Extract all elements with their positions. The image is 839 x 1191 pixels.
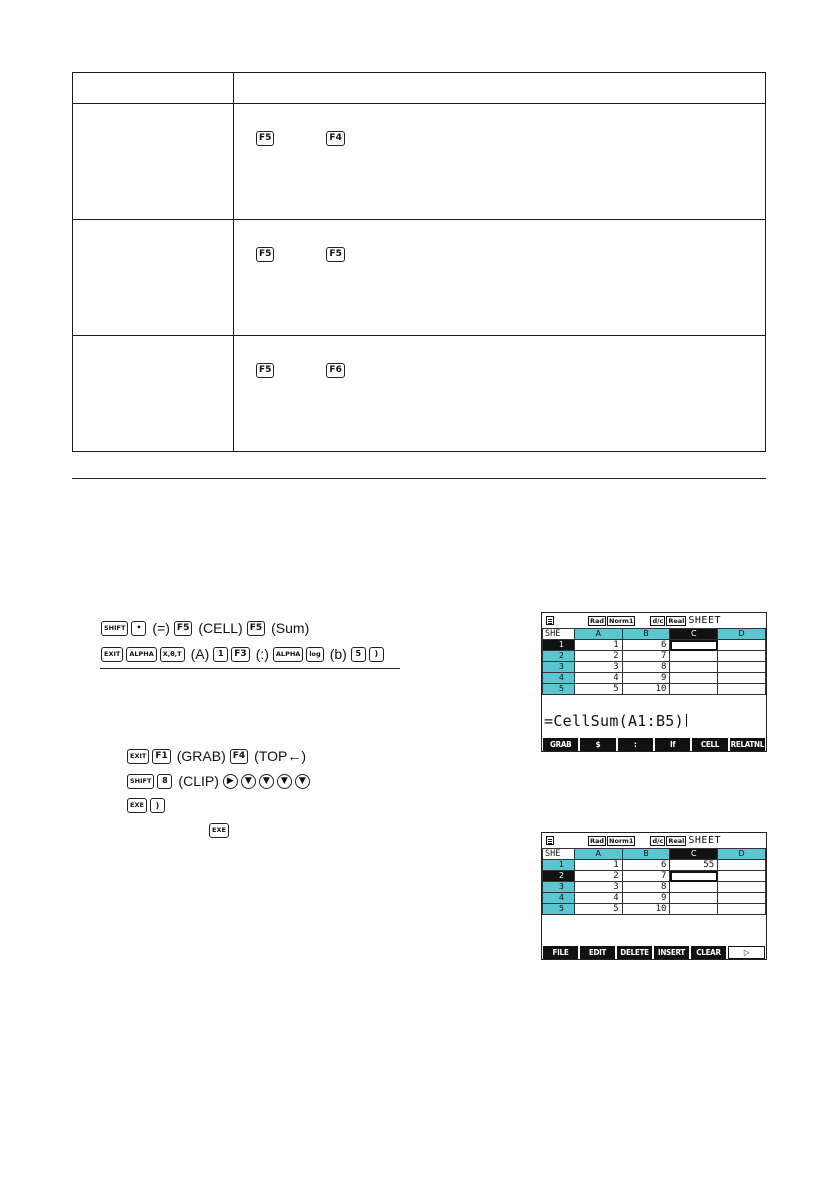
fkey-if: If — [655, 738, 690, 751]
function-key-bar — [542, 946, 766, 959]
f5-key: F5 — [174, 621, 192, 636]
five-key: 5 — [351, 647, 366, 662]
key-label: (Sum) — [271, 620, 310, 636]
eight-key: 8 — [157, 774, 172, 789]
right-arrow-icon: ▶ — [223, 774, 238, 789]
cell — [670, 904, 718, 915]
f3-key: F3 — [231, 647, 249, 662]
cell — [670, 662, 718, 673]
table-row — [543, 684, 766, 695]
section-divider — [72, 478, 766, 479]
status-badge: d/c — [652, 616, 664, 625]
formula-text: =CellSum(A1:B5) — [544, 712, 684, 730]
step-line-6 — [209, 823, 232, 838]
key-label: (:) — [255, 646, 269, 662]
alpha-key: ALPHA — [273, 647, 303, 662]
cell: 5 — [574, 684, 622, 695]
table-row-1-keys — [256, 131, 345, 146]
fkey-insert: INSERT — [654, 946, 689, 959]
row-header: 4 — [543, 893, 575, 904]
step-line-3 — [127, 748, 310, 764]
table-row — [543, 860, 766, 871]
cell: 2 — [574, 871, 622, 882]
f5-key: F5 — [256, 363, 274, 378]
fkey-clear: CLEAR — [691, 946, 726, 959]
f6-key: F6 — [326, 363, 344, 378]
table-row-divider — [73, 219, 765, 220]
cell — [718, 684, 766, 695]
cell — [718, 662, 766, 673]
table-row — [543, 673, 766, 684]
cell — [670, 893, 718, 904]
exe-key: EXE — [127, 798, 147, 813]
table-row — [543, 904, 766, 915]
cell — [670, 882, 718, 893]
row-header-selected: 1 — [543, 640, 575, 651]
calculator-screen-2 — [541, 832, 767, 960]
table-header-divider — [73, 103, 765, 104]
spreadsheet-grid — [542, 628, 766, 695]
cell: 4 — [574, 893, 622, 904]
key-label: (CLIP) — [178, 773, 219, 789]
table-row — [543, 640, 766, 651]
status-badge: Real — [668, 616, 685, 625]
cell-cursor — [670, 871, 718, 882]
status-badge: Norm1 — [609, 836, 634, 845]
table-row-divider — [73, 335, 765, 336]
row-header: 2 — [543, 651, 575, 662]
fkey-grab: GRAB — [543, 738, 578, 751]
function-key-bar — [542, 738, 766, 751]
row-header: 3 — [543, 662, 575, 673]
status-badge: Real — [668, 836, 685, 845]
cell: 6 — [622, 640, 670, 651]
f5-key: F5 — [256, 247, 274, 262]
cell: 10 — [622, 684, 670, 695]
fkey-delete: DELETE — [617, 946, 652, 959]
cell — [718, 882, 766, 893]
mode-title: SHEET — [688, 835, 721, 846]
table-row-2-keys — [256, 247, 345, 262]
key-label: (b) — [329, 646, 347, 662]
key-label: (CELL) — [198, 620, 243, 636]
status-bar — [542, 833, 766, 848]
step-line-1 — [101, 620, 313, 636]
cell — [670, 673, 718, 684]
table-row — [543, 882, 766, 893]
column-header: B — [622, 629, 670, 640]
battery-icon — [546, 836, 554, 845]
more-triangle-icon: ▷ — [728, 946, 765, 959]
table-row — [543, 893, 766, 904]
row-header: 3 — [543, 882, 575, 893]
key-label: (A) — [190, 646, 210, 662]
f5-key: F5 — [256, 131, 274, 146]
table-row — [543, 662, 766, 673]
xthetat-key: X,θ,T — [160, 647, 185, 662]
column-header-selected: C — [670, 849, 718, 860]
key-label: (TOP←) — [254, 748, 307, 764]
fkey-colon: : — [618, 738, 653, 751]
cell: 4 — [574, 673, 622, 684]
cell: 8 — [622, 662, 670, 673]
status-badge: Norm1 — [609, 616, 634, 625]
status-bar — [542, 613, 766, 628]
table-row — [543, 651, 766, 662]
cell: 5 — [574, 904, 622, 915]
sheet-name-cell: SHE — [543, 849, 575, 860]
status-badge: Rad — [590, 836, 605, 845]
close-paren-key: ) — [150, 798, 165, 813]
shift-key: SHIFT — [101, 621, 128, 636]
fkey-edit: EDIT — [580, 946, 615, 959]
mode-title: SHEET — [688, 615, 721, 626]
step-line-5 — [127, 798, 168, 813]
table-row-3-keys — [256, 363, 345, 378]
status-badge: d/c — [652, 836, 664, 845]
exe-key: EXE — [209, 823, 229, 838]
row-header: 5 — [543, 684, 575, 695]
cell — [718, 893, 766, 904]
cell: 10 — [622, 904, 670, 915]
f1-key: F1 — [152, 749, 170, 764]
row-header: 4 — [543, 673, 575, 684]
cell: 3 — [574, 662, 622, 673]
shift-key: SHIFT — [127, 774, 154, 789]
status-badge: Rad — [590, 616, 605, 625]
f5-key: F5 — [247, 621, 265, 636]
column-header: A — [574, 629, 622, 640]
cell: 1 — [574, 860, 622, 871]
key-label: (GRAB) — [176, 748, 226, 764]
cell: 7 — [622, 871, 670, 882]
formula-line — [544, 712, 687, 730]
down-arrow-icon: ▼ — [295, 774, 310, 789]
cell — [718, 651, 766, 662]
fkey-dollar: $ — [580, 738, 615, 751]
exit-key: EXIT — [127, 749, 149, 764]
cell — [718, 640, 766, 651]
calculator-screen-1 — [541, 612, 767, 752]
text-cursor — [686, 714, 688, 727]
fkey-relatnl: RELATNL — [730, 740, 765, 749]
cell: 9 — [622, 673, 670, 684]
row-header-selected: 2 — [543, 871, 575, 882]
f5-key: F5 — [326, 247, 344, 262]
f4-key: F4 — [326, 131, 344, 146]
table-row — [543, 871, 766, 882]
cell-cursor — [670, 640, 718, 651]
column-header: B — [622, 849, 670, 860]
dot-key: • — [131, 621, 146, 636]
alpha-key: ALPHA — [126, 647, 156, 662]
spreadsheet-grid — [542, 848, 766, 915]
cell: 6 — [622, 860, 670, 871]
battery-icon — [546, 616, 554, 625]
cell: 3 — [574, 882, 622, 893]
log-key: log — [306, 647, 323, 662]
exit-key: EXIT — [101, 647, 123, 662]
one-key: 1 — [213, 647, 228, 662]
operations-table — [72, 72, 766, 452]
cell: 7 — [622, 651, 670, 662]
down-arrow-icon: ▼ — [259, 774, 274, 789]
fkey-file: FILE — [543, 946, 578, 959]
cell — [718, 673, 766, 684]
column-header: D — [718, 629, 766, 640]
key-label: (=) — [152, 620, 170, 636]
cell: 8 — [622, 882, 670, 893]
f4-key: F4 — [230, 749, 248, 764]
column-header-selected: C — [670, 629, 718, 640]
down-arrow-icon: ▼ — [241, 774, 256, 789]
cell — [718, 904, 766, 915]
table-column-divider — [233, 73, 234, 451]
step-underline — [100, 668, 400, 669]
close-paren-key: ) — [369, 647, 384, 662]
fkey-cell: CELL — [692, 738, 727, 751]
cell — [670, 684, 718, 695]
cell: 2 — [574, 651, 622, 662]
row-header: 1 — [543, 860, 575, 871]
cell — [718, 871, 766, 882]
down-arrow-icon: ▼ — [277, 774, 292, 789]
sheet-name-cell: SHE — [543, 629, 575, 640]
row-header: 5 — [543, 904, 575, 915]
step-line-4 — [127, 773, 313, 789]
cell — [670, 651, 718, 662]
column-header: D — [718, 849, 766, 860]
cell: 1 — [574, 640, 622, 651]
cell — [718, 860, 766, 871]
step-line-2 — [101, 646, 387, 662]
column-header: A — [574, 849, 622, 860]
cell-result: 55 — [670, 860, 718, 871]
cell: 9 — [622, 893, 670, 904]
